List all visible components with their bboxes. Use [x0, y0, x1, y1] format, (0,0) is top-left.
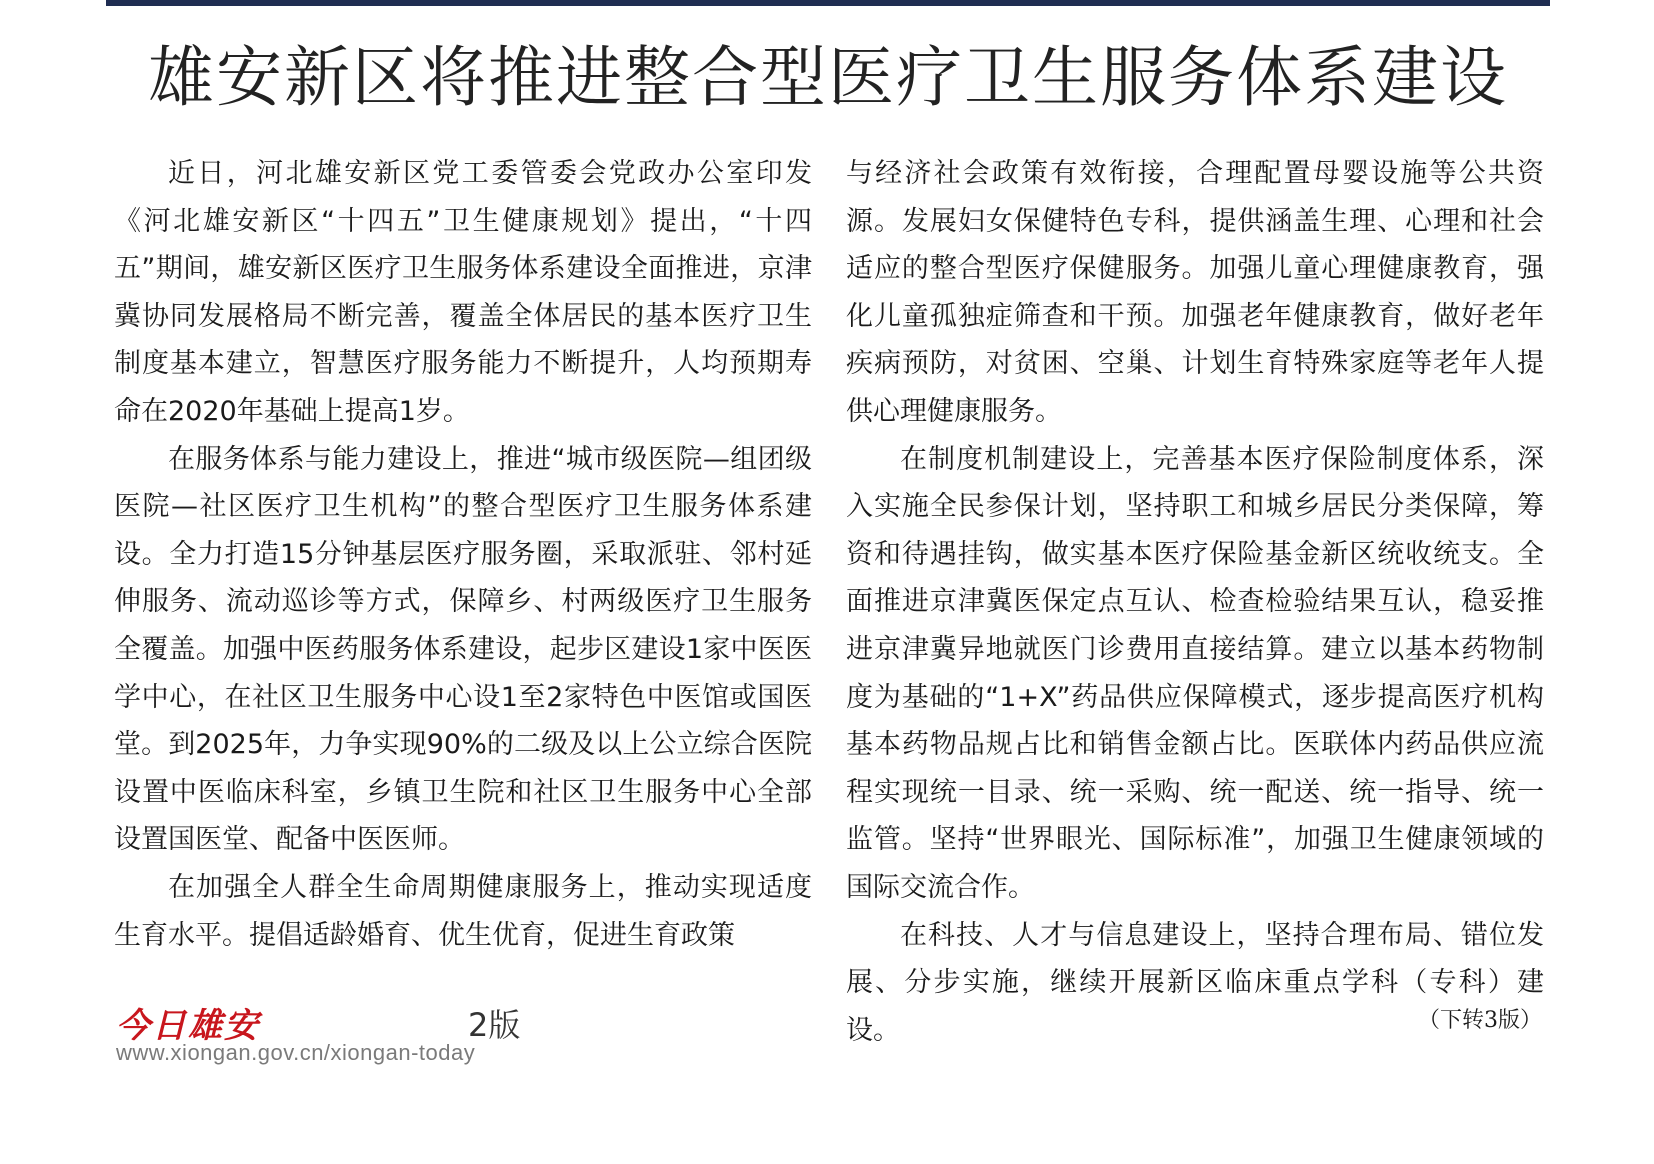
paragraph: 近日，河北雄安新区党工委管委会党政办公室印发《河北雄安新区“十四五”卫生健康规划》提出，“十四五”期间，雄安新区医疗卫生服务体系建设全面推进，京津冀协同发展格局不断完善，覆盖全体居民的基本医疗卫生制度基本建立，智慧医疗服务能力不断提升，人均预期寿命在2020年基础上提高1岁。 [114, 158, 812, 427]
paragraph-continued: 与经济社会政策有效衔接，合理配置母婴设施等公共资源。发展妇女保健特色专科，提供涵盖生理、心理和社会适应的整合型医疗保健服务。加强儿童心理健康教育，强化儿童孤独症筛查和干预。加强老年健康教育，做好老年疾病预防，对贫困、空巢、计划生育特殊家庭等老年人提供心理健康服务。 [846, 158, 1544, 427]
paragraph: 在服务体系与能力建设上，推进“城市级医院—组团级医院—社区医疗卫生机构”的整合型医疗卫生服务体系建设。全力打造15分钟基层医疗服务圈，采取派驻、邻村延伸服务、流动巡诊等方式，保障乡、村两级医疗卫生服务全覆盖。加强中医药服务体系建设，起步区建设1家中医医学中心，在社区卫生服务中心设1至2家特色中医馆或国医堂。到2025年，力争实现90%的二级及以上公立综合医院设置中医临床科室，乡镇卫生院和社区卫生服务中心全部设置国医堂、配备中医医师。 [114, 443, 812, 856]
article-column-left [114, 150, 812, 959]
website-link[interactable]: www.xiongan.gov.cn/xiongan-today [116, 1040, 476, 1065]
article-column-right [846, 150, 1544, 1054]
paragraph: 在科技、人才与信息建设上，坚持合理布局、错位发展、分步实施，继续开展新区临床重点学科（专科）建设。 [846, 919, 1544, 1046]
paragraph: 在加强全人群全生命周期健康服务上，推动实现适度生育水平。提倡适龄婚育、优生优育，促进生育政策 [114, 871, 812, 951]
paragraph: 在制度机制建设上，完善基本医疗保险制度体系，深入实施全民参保计划，坚持职工和城乡居民分类保障，筹资和待遇挂钩，做实基本医疗保险基金新区统收统支。全面推进京津冀医保定点互认、检查检验结果互认，稳妥推进京津冀异地就医门诊费用直接结算。建立以基本药物制度为基础的“1+X”药品供应保障模式，逐步提高医疗机构基本药物品规占比和销售金额占比。医联体内药品供应流程实现统一目录、统一采购、统一配送、统一指导、统一监管。坚持“世界眼光、国际标准”，加强卫生健康领域的国际交流合作。 [846, 443, 1544, 903]
header-rule [106, 0, 1550, 6]
page-number: 2版 [468, 1006, 521, 1044]
publication-logo: 今日雄安 [116, 1006, 260, 1046]
article-headline: 雄安新区将推进整合型医疗卫生服务体系建设 [148, 39, 1508, 116]
continued-on-page-note: （下转3版） [1418, 1008, 1542, 1033]
